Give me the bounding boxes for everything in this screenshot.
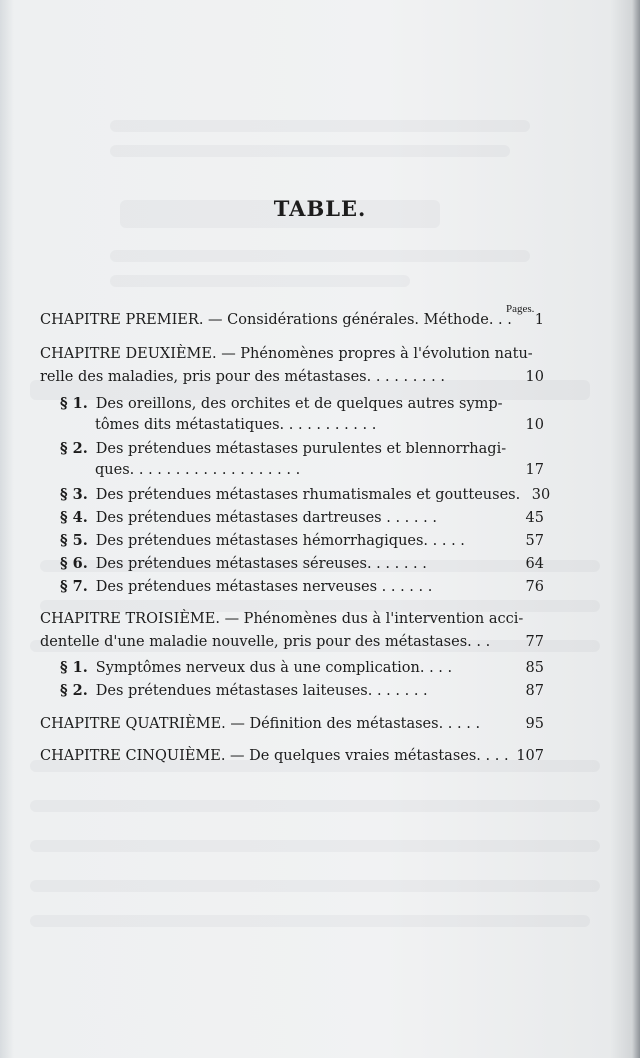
entry-text: Des prétendues métastases dartreuses . . . . . . bbox=[95, 510, 437, 526]
page-number: 76 bbox=[525, 579, 544, 595]
toc-section-2-2 bbox=[60, 440, 544, 457]
toc-entry-chapter-1 bbox=[40, 312, 544, 328]
section-number: § 2. bbox=[60, 682, 88, 699]
entry-text: ques. . . . . . . . . . . . . . . . . . . bbox=[95, 462, 301, 478]
page-number: 57 bbox=[525, 533, 544, 549]
entry-text: dentelle d'une maladie nouvelle, pris pour des métastases. . . bbox=[40, 634, 491, 650]
toc-section-3-1 bbox=[60, 659, 544, 676]
toc-entry-chapter-3 bbox=[40, 611, 544, 627]
page-number: 17 bbox=[525, 462, 544, 478]
toc-entry-chapter-4 bbox=[40, 716, 544, 732]
page-number: 10 bbox=[525, 369, 544, 385]
page-number: 95 bbox=[525, 716, 544, 732]
toc-entry-chapter-2-cont bbox=[40, 369, 544, 385]
toc-section-2-1-cont bbox=[95, 417, 544, 433]
entry-text: Des prétendues métastases séreuses. . . . . . . bbox=[95, 556, 427, 572]
toc-section-2-4 bbox=[60, 509, 544, 526]
toc-section-2-1 bbox=[60, 395, 544, 412]
section-number: § 3. bbox=[60, 486, 88, 503]
section-number: § 2. bbox=[60, 440, 88, 457]
entry-text: CHAPITRE PREMIER. — Considérations générales. Méthode. . . bbox=[40, 312, 512, 328]
entry-text: Des prétendues métastases laiteuses. . . . . . . bbox=[95, 683, 428, 699]
entry-text: CHAPITRE QUATRIÈME. — Définition des métastases. . . . . bbox=[40, 716, 481, 732]
toc-section-2-2-cont bbox=[95, 462, 544, 478]
section-number: § 7. bbox=[60, 578, 88, 595]
toc-entry-chapter-5 bbox=[40, 748, 544, 764]
section-number: § 1. bbox=[60, 659, 88, 676]
page-number: 30 bbox=[531, 487, 551, 503]
entry-text: Symptômes nerveux dus à une complication. . . . bbox=[95, 660, 453, 676]
toc-section-3-2 bbox=[60, 682, 544, 699]
section-number: § 4. bbox=[60, 509, 88, 526]
entry-text: relle des maladies, pris pour des métastases. . . . . . . . . bbox=[40, 369, 445, 385]
toc-section-2-6 bbox=[60, 555, 544, 572]
page-number: 77 bbox=[525, 634, 544, 650]
toc-section-2-5 bbox=[60, 532, 544, 549]
page-number: 107 bbox=[516, 748, 544, 764]
section-number: § 6. bbox=[60, 555, 88, 572]
page-number: 45 bbox=[525, 510, 544, 526]
toc-section-2-7 bbox=[60, 578, 544, 595]
page-number: 10 bbox=[525, 417, 544, 433]
toc-entry-chapter-2 bbox=[40, 346, 544, 362]
toc-section-2-3 bbox=[60, 486, 551, 503]
page-number: 64 bbox=[525, 556, 544, 572]
entry-text: Des oreillons, des orchites et de quelques autres symp- bbox=[95, 396, 503, 412]
page-title: TABLE. bbox=[273, 196, 367, 221]
entry-text: CHAPITRE TROISIÈME. — Phénomènes dus à l'intervention acci- bbox=[40, 611, 524, 627]
section-number: § 1. bbox=[60, 395, 88, 412]
entry-text: Des prétendues métastases rhumatismales et goutteuses. bbox=[95, 487, 521, 503]
entry-text: CHAPITRE CINQUIÈME. — De quelques vraies métastases. . . . bbox=[40, 748, 509, 764]
entry-text: Des prétendues métastases purulentes et blennorrhagi- bbox=[95, 441, 507, 457]
page-number: 87 bbox=[525, 683, 544, 699]
toc-entry-chapter-3-cont bbox=[40, 634, 544, 650]
entry-text: tômes dits métastatiques. . . . . . . . . . . bbox=[95, 417, 377, 433]
entry-text: Des prétendues métastases nerveuses . . . . . . bbox=[95, 579, 433, 595]
entry-text: Des prétendues métastases hémorrhagiques. . . . . bbox=[95, 533, 465, 549]
entry-text: CHAPITRE DEUXIÈME. — Phénomènes propres à l'évolution natu- bbox=[40, 346, 533, 362]
page-number: 1 bbox=[534, 312, 544, 328]
section-number: § 5. bbox=[60, 532, 88, 549]
page-number: 85 bbox=[525, 660, 544, 676]
pages-column-label: Pages. bbox=[506, 303, 535, 315]
